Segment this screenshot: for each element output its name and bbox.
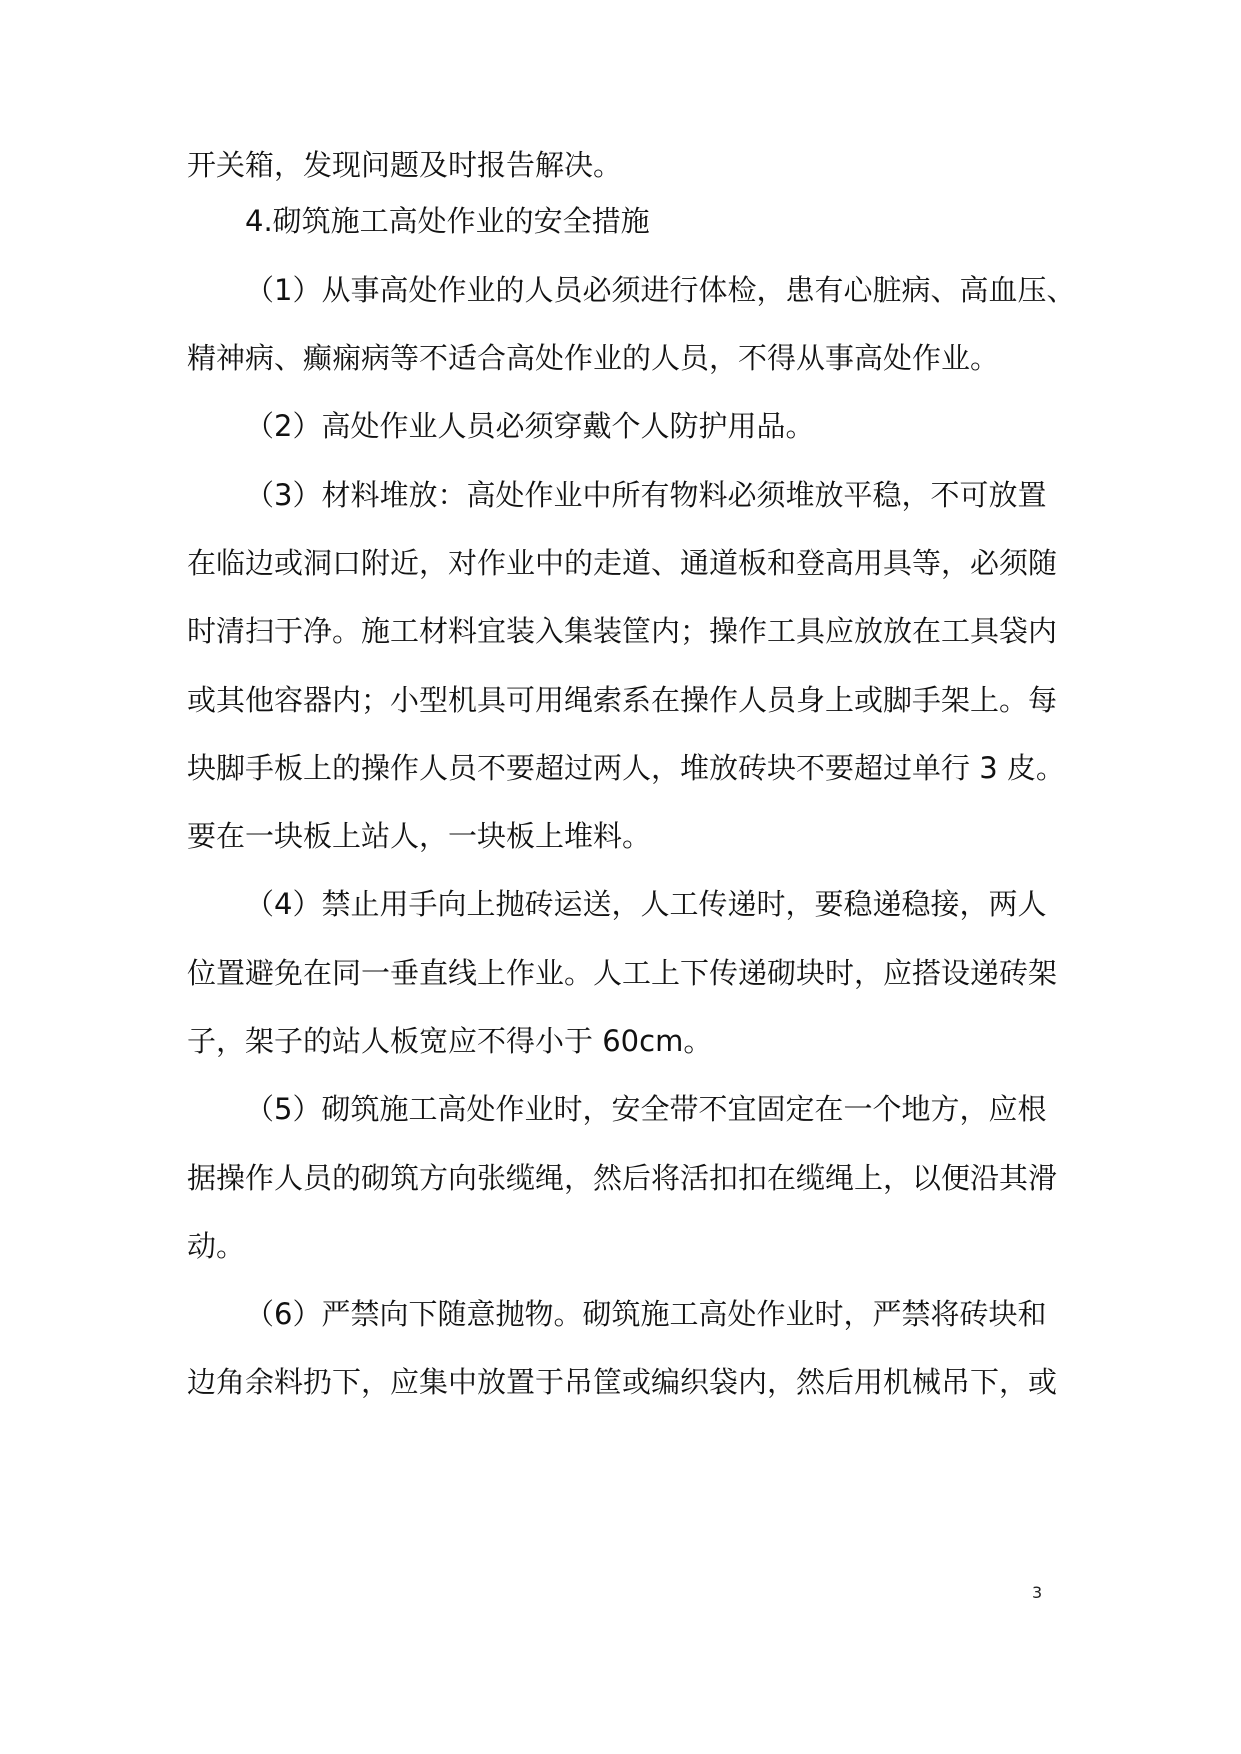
text-line: （2）高处作业人员必须穿戴个人防护用品。 (245, 409, 815, 443)
text-line: （6）严禁向下随意抛物。砌筑施工高处作业时，严禁将砖块和 (245, 1297, 1047, 1331)
text-line: （1）从事高处作业的人员必须进行体检，患有心脏病、高血压、 (245, 273, 1076, 307)
page-number: 3 (1032, 1583, 1043, 1602)
text-line: （5）砌筑施工高处作业时，安全带不宜固定在一个地方，应根 (245, 1092, 1047, 1126)
text-line: 据操作人员的砌筑方向张缆绳，然后将活扣扣在缆绳上，以便沿其滑 (187, 1161, 1058, 1195)
text-line: 在临边或洞口附近，对作业中的走道、通道板和登高用具等，必须随 (187, 546, 1058, 580)
text-line: 开关箱，发现问题及时报告解决。 (187, 148, 623, 182)
text-line: 边角余料扔下，应集中放置于吊筐或编织袋内，然后用机械吊下，或 (187, 1365, 1058, 1399)
text-line: （4）禁止用手向上抛砖运送，人工传递时，要稳递稳接，两人 (245, 887, 1047, 921)
text-line: 时清扫于净。施工材料宜装入集装筐内；操作工具应放放在工具袋内 (187, 614, 1058, 648)
text-line: 或其他容器内；小型机具可用绳索系在操作人员身上或脚手架上。每 (187, 683, 1058, 717)
text-line: 子，架子的站人板宽应不得小于 60cm。 (187, 1024, 713, 1058)
text-line: （3）材料堆放：高处作业中所有物料必须堆放平稳，不可放置 (245, 478, 1047, 512)
text-line: 动。 (187, 1229, 246, 1263)
text-line: 块脚手板上的操作人员不要超过两人，堆放砖块不要超过单行 3 皮。 (187, 751, 1065, 785)
text-line: 要在一块板上站人，一块板上堆料。 (187, 819, 652, 853)
text-line: 精神病、癫痫病等不适合高处作业的人员，不得从事高处作业。 (187, 341, 1000, 375)
section-heading: 4.砌筑施工高处作业的安全措施 (245, 204, 650, 238)
text-line: 位置避免在同一垂直线上作业。人工上下传递砌块时，应搭设递砖架 (187, 956, 1058, 990)
